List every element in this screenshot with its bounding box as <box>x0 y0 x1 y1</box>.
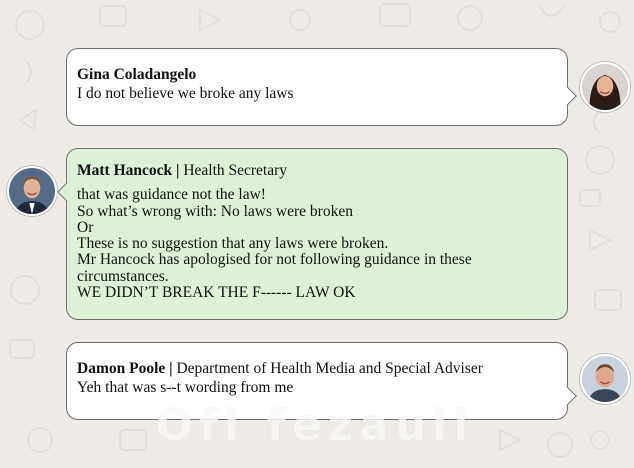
message-bubble-matt <box>66 148 568 320</box>
name-separator: | <box>165 360 177 377</box>
message-header <box>77 163 557 179</box>
message-line: WE DIDN’T BREAK THE F------ LAW OK <box>77 284 356 302</box>
name-separator: | <box>172 162 184 179</box>
message-bubble-gina <box>66 48 568 126</box>
sender-name: Gina Coladangelo <box>77 66 197 83</box>
message-header <box>77 361 557 377</box>
message-line: So what’s wrong with: No laws were broken <box>77 202 353 220</box>
sender-role: Health Secretary <box>183 162 288 179</box>
damon-avatar-icon <box>580 354 630 404</box>
sender-role: Department of Health Media and Special Adviser <box>176 360 483 377</box>
gina-avatar-icon <box>580 62 630 112</box>
message-header <box>77 67 557 83</box>
matt-avatar-icon <box>7 166 57 216</box>
message-line: Mr Hancock has apologised for not following guidance in these circumstances. <box>77 251 472 285</box>
watermark-text: Ofl fezaull <box>155 400 475 451</box>
message-text: Yeh that was s--t wording from me <box>77 379 294 397</box>
message-text: I do not believe we broke any laws <box>77 85 294 103</box>
sender-name: Damon Poole <box>77 360 166 377</box>
message-line: Or <box>77 218 94 236</box>
message-line: that was guidance not the law! <box>77 186 266 204</box>
sender-name: Matt Hancock <box>77 162 173 179</box>
message-line: These is no suggestion that any laws were broken. <box>77 235 389 253</box>
